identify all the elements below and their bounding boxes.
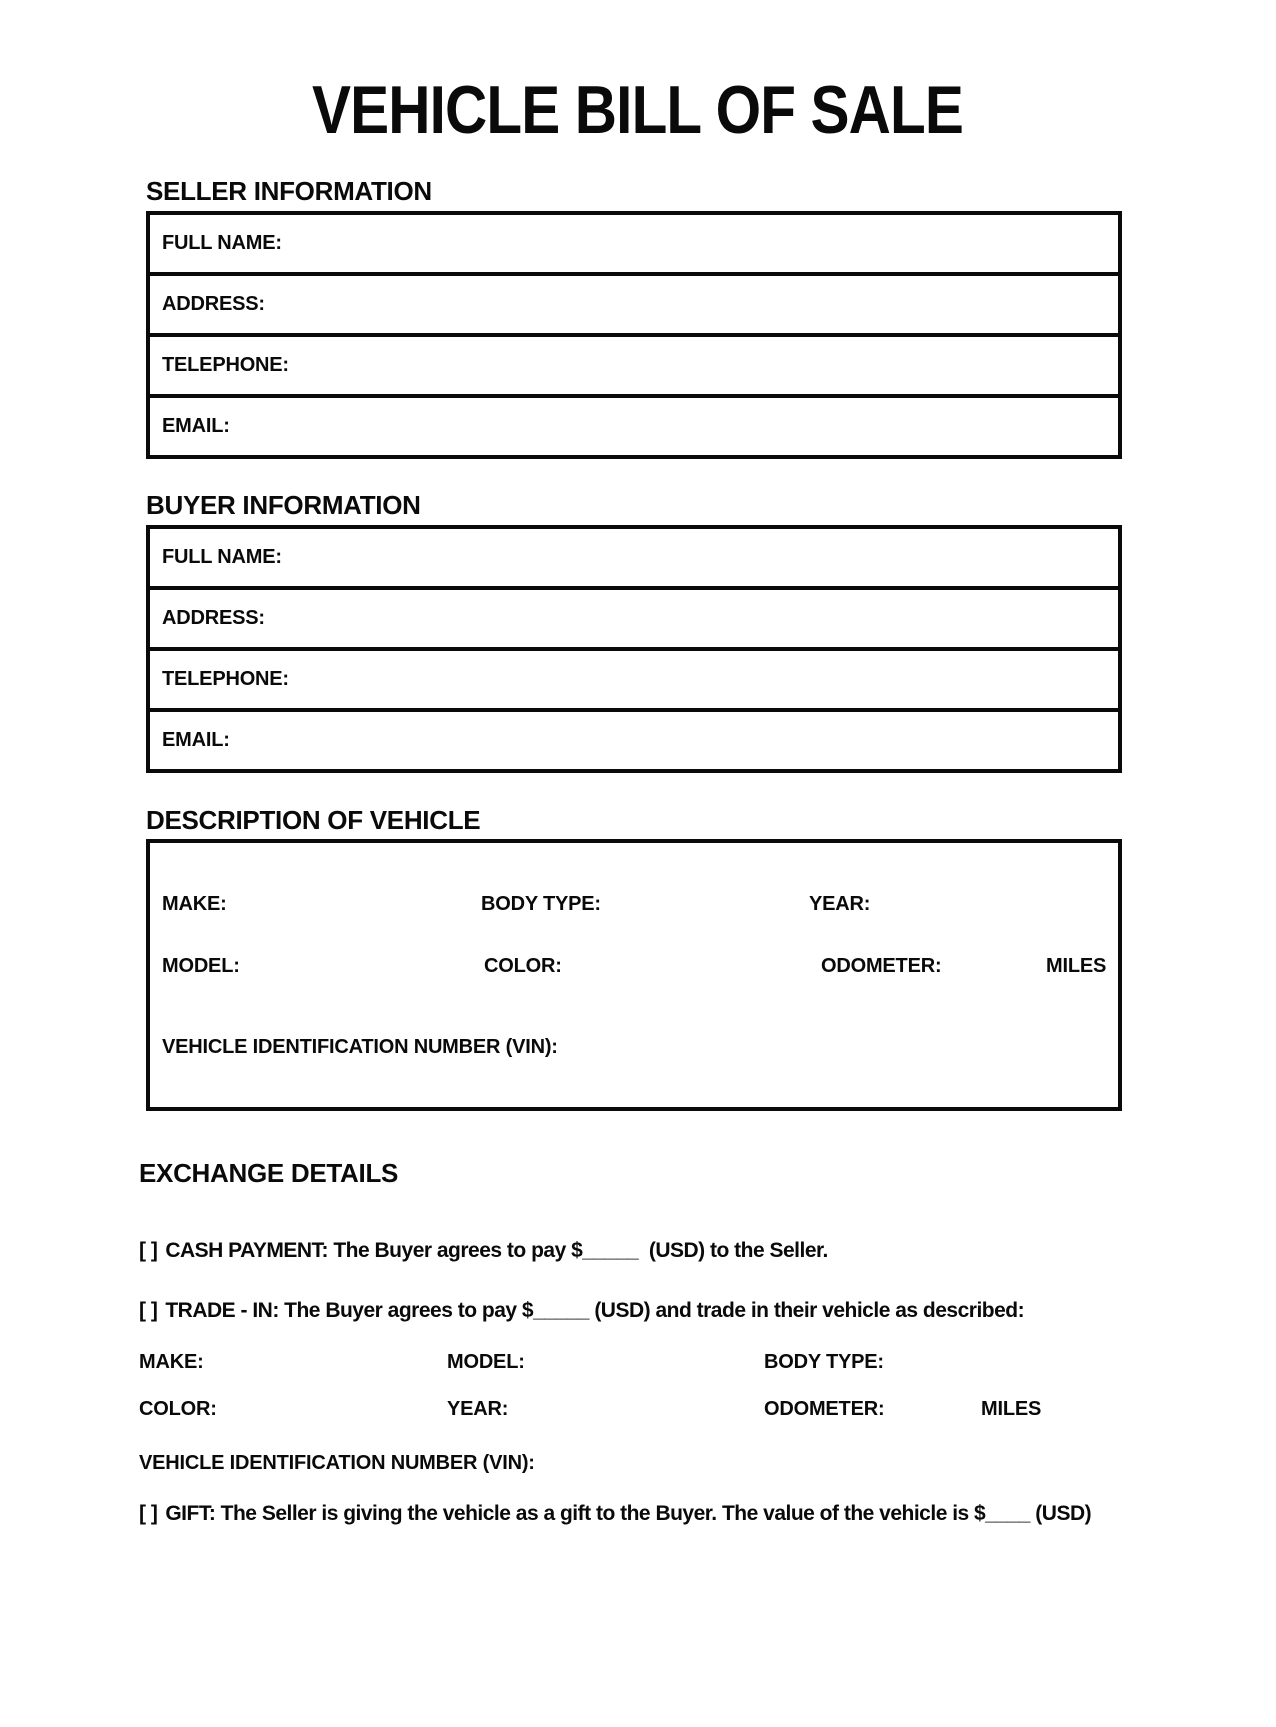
gift-checkbox[interactable]: [ ]	[139, 1502, 158, 1525]
trade-vehicle-row-2[interactable]	[139, 1397, 1139, 1421]
buyer-full-name-label: FULL NAME:	[162, 546, 282, 568]
trade-body-type-label: BODY TYPE:	[764, 1351, 884, 1373]
trade-year-label: YEAR:	[447, 1398, 509, 1420]
cash-payment-checkbox[interactable]: [ ]	[139, 1239, 158, 1262]
exchange-details-heading: EXCHANGE DETAILS	[139, 1158, 399, 1188]
vehicle-row-1[interactable]	[162, 892, 1118, 916]
trade-in-text: TRADE - IN: The Buyer agrees to pay $_____ (USD) and trade in their vehicle as described:	[165, 1299, 1025, 1322]
document-title	[0, 72, 1276, 148]
seller-telephone-field[interactable]	[150, 333, 1118, 394]
buyer-email-field[interactable]	[150, 708, 1118, 769]
trade-odometer-label: ODOMETER:	[764, 1398, 885, 1420]
cash-payment-line	[139, 1238, 1139, 1264]
gift-line	[139, 1501, 1139, 1527]
trade-vin-field[interactable]	[139, 1451, 1139, 1475]
buyer-telephone-label: TELEPHONE:	[162, 668, 289, 690]
vehicle-row-2[interactable]	[162, 954, 1118, 978]
vehicle-vin-label: VEHICLE IDENTIFICATION NUMBER (VIN):	[162, 1036, 558, 1058]
seller-full-name-label: FULL NAME:	[162, 232, 282, 254]
trade-color-label: COLOR:	[139, 1398, 217, 1420]
vehicle-description-box	[146, 839, 1122, 1111]
seller-email-label: EMAIL:	[162, 415, 230, 437]
trade-make-label: MAKE:	[139, 1351, 204, 1373]
trade-vin-label: VEHICLE IDENTIFICATION NUMBER (VIN):	[139, 1452, 535, 1474]
seller-telephone-label: TELEPHONE:	[162, 354, 289, 376]
document-title-text: VEHICLE BILL OF SALE	[312, 72, 964, 148]
gift-text: GIFT: The Seller is giving the vehicle as a gift to the Buyer. The value of the vehicle is $____ (USD)	[165, 1502, 1092, 1525]
buyer-telephone-field[interactable]	[150, 647, 1118, 708]
seller-information-box	[146, 211, 1122, 459]
seller-email-field[interactable]	[150, 394, 1118, 455]
vehicle-model-label: MODEL:	[162, 955, 240, 977]
vehicle-vin-field[interactable]	[162, 1035, 1118, 1059]
description-of-vehicle-heading: DESCRIPTION OF VEHICLE	[146, 805, 481, 835]
buyer-information-heading: BUYER INFORMATION	[146, 490, 421, 520]
trade-model-label: MODEL:	[447, 1351, 525, 1373]
buyer-address-label: ADDRESS:	[162, 607, 265, 629]
document-page	[0, 72, 1276, 1727]
seller-information-heading: SELLER INFORMATION	[146, 176, 432, 206]
seller-full-name-field[interactable]	[150, 215, 1118, 272]
vehicle-body-type-label: BODY TYPE:	[481, 893, 601, 915]
buyer-information-box	[146, 525, 1122, 773]
trade-vehicle-row-1[interactable]	[139, 1350, 1139, 1374]
cash-payment-text: CASH PAYMENT: The Buyer agrees to pay $_____ (USD) to the Seller.	[165, 1239, 828, 1262]
vehicle-color-label: COLOR:	[484, 955, 562, 977]
trade-miles-label: MILES	[981, 1398, 1042, 1420]
trade-in-line	[139, 1298, 1139, 1324]
buyer-email-label: EMAIL:	[162, 729, 230, 751]
vehicle-miles-label: MILES	[1046, 955, 1107, 977]
seller-address-label: ADDRESS:	[162, 293, 265, 315]
buyer-full-name-field[interactable]	[150, 529, 1118, 586]
vehicle-make-label: MAKE:	[162, 893, 227, 915]
seller-address-field[interactable]	[150, 272, 1118, 333]
vehicle-year-label: YEAR:	[809, 893, 871, 915]
buyer-address-field[interactable]	[150, 586, 1118, 647]
vehicle-odometer-label: ODOMETER:	[821, 955, 942, 977]
trade-in-checkbox[interactable]: [ ]	[139, 1299, 158, 1322]
